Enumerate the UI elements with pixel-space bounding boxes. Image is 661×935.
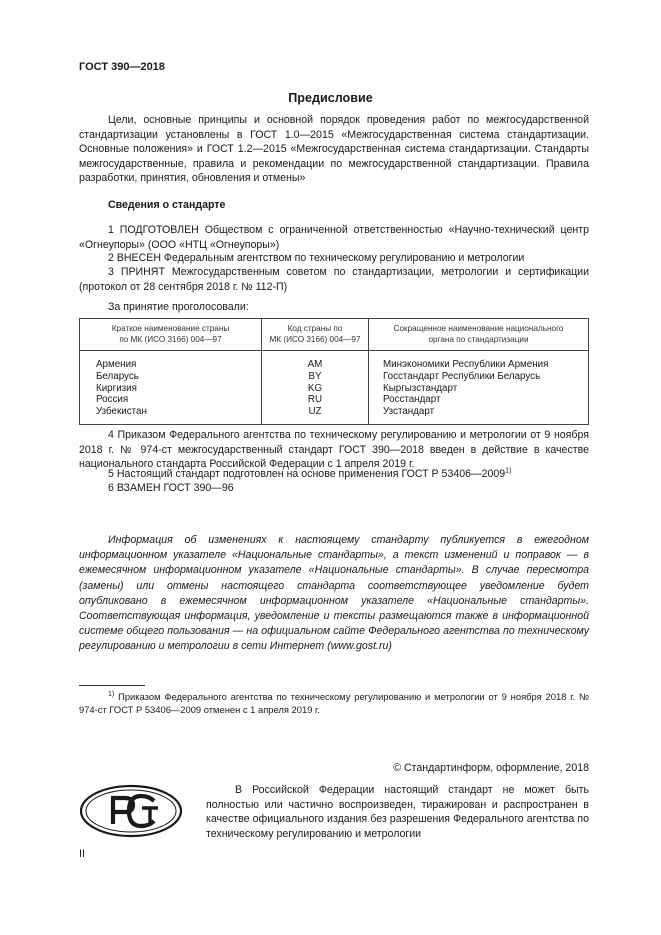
- table-row: [80, 351, 589, 371]
- section-title: Сведения о стандарте: [108, 199, 226, 211]
- footnote-divider: [79, 685, 145, 686]
- page-title: Предисловие: [288, 91, 373, 105]
- body-cell: Узстандарт: [369, 406, 589, 424]
- voted-label: За принятие проголосовали:: [108, 301, 249, 313]
- intro-paragraph: Цели, основные принципы и основной порядок проведения работ по межгосударственной стандартизации установлены в ГОСТ 1.0—2015 «Межгосударственная система стандартизации. Основные положения» и ГОСТ 1.2—2015 «Межгосударственная система стандартизации. Стандарты межгосударственные, правила и рекомендации по межгосударственной стандартизации. Правила разработки, принятия, обновления и отмены»: [79, 114, 589, 185]
- code-cell: AM: [262, 351, 369, 371]
- column-header-country: [80, 319, 262, 351]
- header-text: Код страны по: [287, 324, 343, 333]
- item-2: 2 ВНЕСЕН Федеральным агентством по техническому регулированию и метрологии: [108, 252, 525, 264]
- country-cell: Узбекистан: [80, 406, 262, 424]
- item-1: 1 ПОДГОТОВЛЕН Обществом с ограниченной ответственностью «Научно-технический центр «Огнеупоры» (ООО «НТЦ «Огнеупоры»): [79, 224, 589, 251]
- table-row: [80, 406, 589, 424]
- item-4: 4 Приказом Федерального агентства по техническому регулированию и метрологии от 9 ноября 2018 г. № 974-ст межгосударственный стандарт ГОСТ 390—2018 введен в действие в качестве национального стандарта Российской Федерации с 1 апреля 2019 г.: [79, 429, 589, 471]
- header-text: по МК (ИСО 3166) 004—97: [119, 335, 222, 344]
- country-cell: Киргизия: [80, 383, 262, 395]
- footnote-ref: 1): [505, 467, 512, 475]
- page-number: II: [79, 848, 85, 860]
- header-text: органа по стандартизации: [428, 335, 529, 344]
- body-cell: Минэкономики Республики Армения: [369, 351, 589, 371]
- body-cell: Росстандарт: [369, 394, 589, 406]
- footnote-mark: 1): [108, 690, 115, 698]
- reproduction-notice: В Российской Федерации настоящий стандарт не может быть полностью или частично воспроизведен, тиражирован и распространен в качестве официального издания без разрешения Федерального агентства по техническому регулированию и метрологии: [206, 784, 589, 840]
- item-3: 3 ПРИНЯТ Межгосударственным советом по стандартизации, метрологии и сертификации (протокол от 28 сентября 2018 г. № 112-П): [79, 266, 589, 293]
- copyright: © Стандартинформ, оформление, 2018: [393, 762, 589, 774]
- table-row: [80, 383, 589, 395]
- header-text: Краткое наименование страны: [111, 324, 230, 333]
- code-cell: BY: [262, 371, 369, 383]
- column-header-body: [369, 319, 589, 351]
- pct-certification-logo-icon: [79, 784, 183, 843]
- table-row: [80, 371, 589, 383]
- table-row: [80, 394, 589, 406]
- code-cell: RU: [262, 394, 369, 406]
- info-paragraph: Информация об изменениях к настоящему стандарту публикуется в ежегодном информационном указателе «Национальные стандарты», а текст изменений и поправок — в ежемесячном информационном указателе «Национальные стандарты». В случае пересмотра (замены) или отмены настоящего стандарта соответствующее уведомление будет опубликовано в ежемесячном информационном указателе «Национальные стандарты». Соответствующая информация, уведомление и тексты размещаются также в информационной системе общего пользования — на официальном сайте Федерального агентства по техническому регулированию и метрологии в сети Интернет (www.gost.ru): [79, 534, 589, 653]
- body-cell: Госстандарт Республики Беларусь: [369, 371, 589, 383]
- code-cell: UZ: [262, 406, 369, 424]
- document-header: ГОСТ 390—2018: [79, 61, 165, 73]
- header-text: Сокращенное наименование национального: [393, 324, 564, 333]
- body-cell: Кыргызстандарт: [369, 383, 589, 395]
- country-cell: Армения: [80, 351, 262, 371]
- voting-table: [79, 318, 589, 425]
- table-header-row: [80, 319, 589, 351]
- item-5-text: 5 Настоящий стандарт подготовлен на основе применения ГОСТ Р 53406—2009: [108, 468, 506, 480]
- footnote: [79, 690, 589, 717]
- column-header-code: [262, 319, 369, 351]
- item-6: 6 ВЗАМЕН ГОСТ 390—96: [108, 482, 234, 494]
- country-cell: Россия: [80, 394, 262, 406]
- header-text: МК (ИСО 3166) 004—97: [269, 335, 361, 344]
- code-cell: KG: [262, 383, 369, 395]
- item-5: [79, 467, 589, 482]
- country-cell: Беларусь: [80, 371, 262, 383]
- footnote-text: Приказом Федерального агентства по техническому регулированию и метрологии от 9 ноября 2018 г. № 974-ст ГОСТ Р 53406—2009 отменен с 1 апреля 2019 г.: [79, 691, 589, 716]
